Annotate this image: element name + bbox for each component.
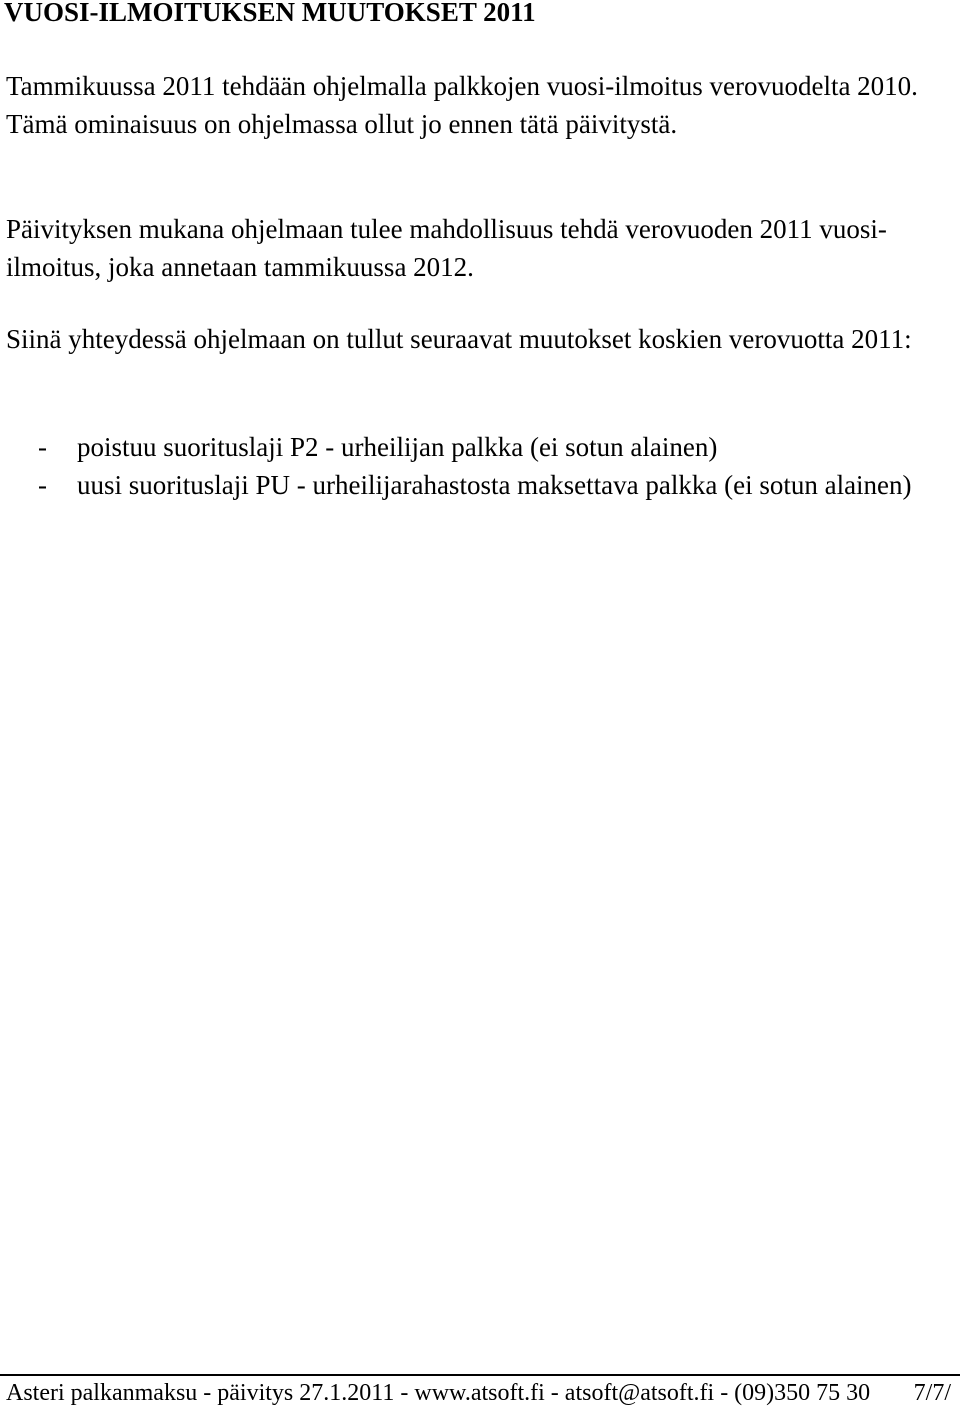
paragraph-update: Päivityksen mukana ohjelmaan tulee mahdollisuus tehdä verovuoden 2011 vuosi-ilmoitus, joka annetaan tammikuussa 2012. xyxy=(6,214,887,282)
list-item xyxy=(0,428,955,466)
list-marker: - xyxy=(38,432,47,462)
list-marker: - xyxy=(38,470,47,500)
paragraph-intro: Tammikuussa 2011 tehdään ohjelmalla palkkojen vuosi-ilmoitus verovuodelta 2010. Tämä ominaisuus on ohjelmassa ollut jo ennen tätä päivitystä. xyxy=(6,71,918,139)
footer-divider xyxy=(0,1374,960,1376)
page-number: 7/7/ xyxy=(913,1380,951,1406)
list-item xyxy=(0,466,955,504)
changes-list xyxy=(0,428,955,504)
document-title: VUOSI-ILMOITUKSEN MUUTOKSET 2011 xyxy=(4,0,536,27)
footer-text: Asteri palkanmaksu - päivitys 27.1.2011 - www.atsoft.fi - atsoft@atsoft.fi - (09)350 75 30 xyxy=(6,1380,871,1406)
list-item-text: uusi suorituslaji PU - urheilijarahastosta maksettava palkka (ei sotun alainen) xyxy=(77,470,912,500)
list-item-text: poistuu suorituslaji P2 - urheilijan palkka (ei sotun alainen) xyxy=(77,432,718,462)
paragraph-changes-intro: Siinä yhteydessä ohjelmaan on tullut seuraavat muutokset koskien verovuotta 2011: xyxy=(6,324,912,354)
page-footer xyxy=(6,1377,951,1409)
